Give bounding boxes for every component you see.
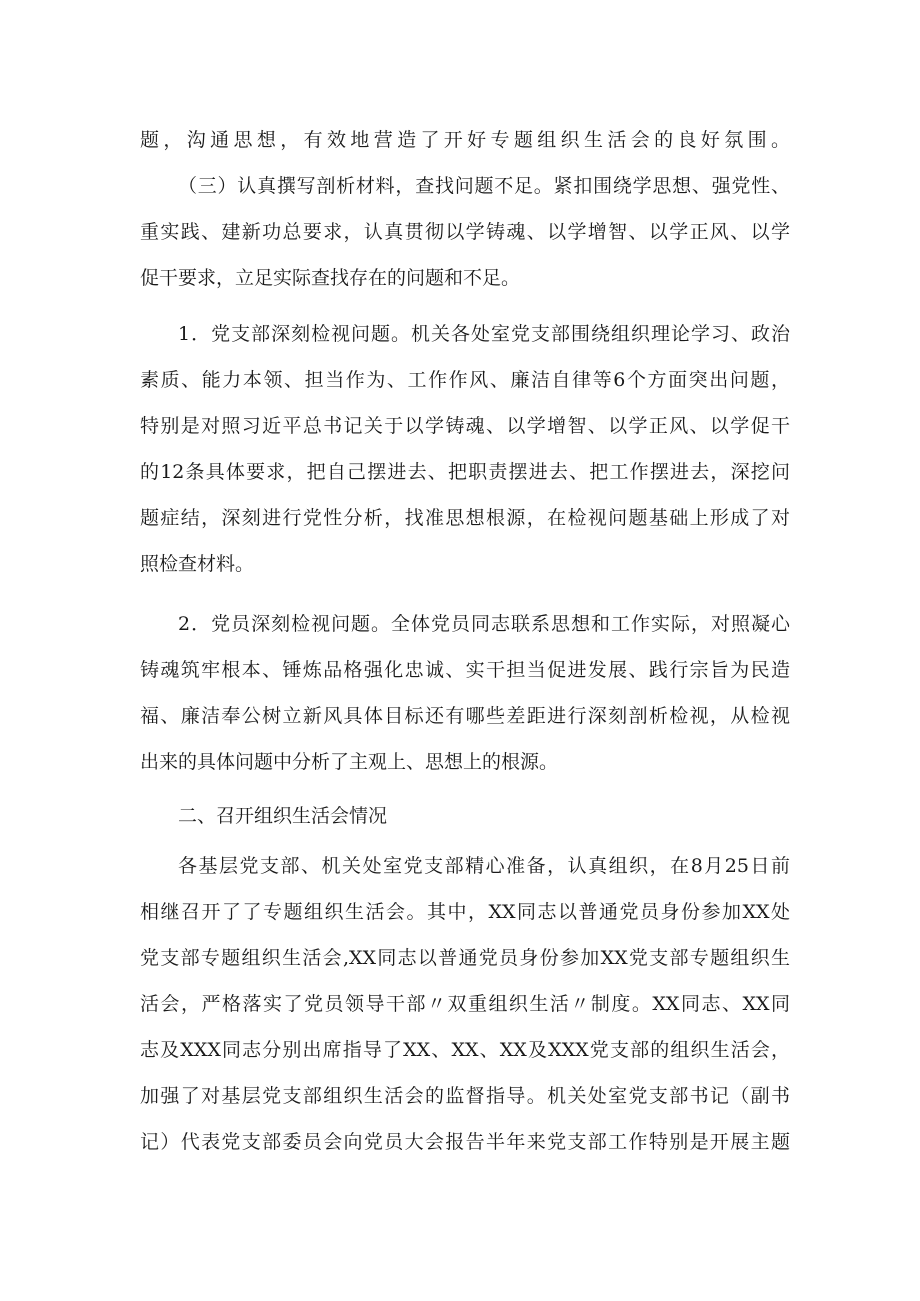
text-line-1: 题，沟通思想，有效地营造了开好专题组织生活会的良好氛围。 <box>140 129 790 151</box>
text-line-5: 1．党支部深刻检视问题。机关各处室党支部围绕组织理论学习、政治 <box>178 323 790 345</box>
text-line-21: 加强了对基层党支部组织生活会的监督指导。机关处室党支部书记（副书 <box>140 1085 790 1107</box>
text-line-13: 福、廉洁奉公树立新风具体目标还有哪些差距进行深刻剖析检视，从检视 <box>140 705 790 727</box>
text-line-3: 重实践、建新功总要求，认真贯彻以学铸魂、以学增智、以学正风、以学 <box>140 221 790 243</box>
text-line-11: 2．党员深刻检视问题。全体党员同志联系思想和工作实际，对照凝心 <box>178 613 790 635</box>
text-line-14: 出来的具体问题中分析了主观上、思想上的根源。 <box>140 751 559 773</box>
text-line-16: 各基层党支部、机关处室党支部精心准备，认真组织，在8月25日前 <box>178 855 790 877</box>
text-line-20: 志及XXX同志分别出席指导了XX、XX、XX及XXX党支部的组织生活会， <box>140 1039 790 1061</box>
text-line-7: 特别是对照习近平总书记关于以学铸魂、以学增智、以学正风、以学促干 <box>140 415 790 437</box>
text-line-19: 活会，严格落实了党员领导干部〃双重组织生活〃制度。XX同志、XX同 <box>140 993 790 1015</box>
text-line-17: 相继召开了了专题组织生活会。其中，XX同志以普通党员身份参加XX处 <box>140 901 790 923</box>
text-line-2: （三）认真撰写剖析材料，查找问题不足。紧扣围绕学思想、强党性、 <box>178 175 790 197</box>
text-line-9: 题症结，深刻进行党性分析，找准思想根源，在检视问题基础上形成了对 <box>140 507 790 529</box>
text-line-6: 素质、能力本领、担当作为、工作作风、廉洁自律等6个方面突出问题， <box>140 369 790 391</box>
text-line-22: 记）代表党支部委员会向党员大会报告半年来党支部工作特别是开展主题 <box>140 1131 790 1153</box>
text-line-12: 铸魂筑牢根本、锤炼品格强化忠诚、实干担当促进发展、践行宗旨为民造 <box>140 659 790 681</box>
text-line-10: 照检查材料。 <box>140 553 255 575</box>
text-line-18: 党支部专题组织生活会,XX同志以普通党员身份参加XX党支部专题组织生 <box>140 947 790 969</box>
section-heading: 二、召开组织生活会情况 <box>178 805 388 827</box>
text-line-8: 的12条具体要求，把自己摆进去、把职责摆进去、把工作摆进去，深挖问 <box>140 461 790 483</box>
text-line-4: 促干要求，立足实际查找存在的问题和不足。 <box>140 267 521 289</box>
